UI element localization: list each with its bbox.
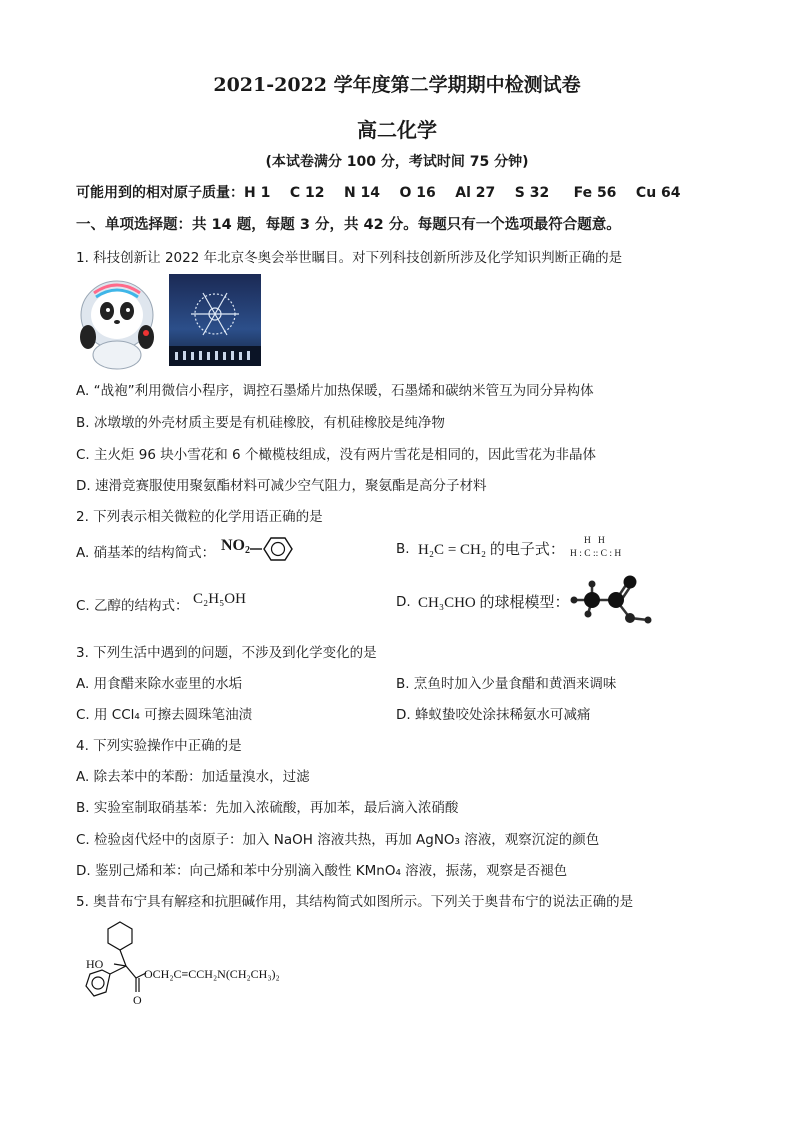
q2-option-a-label: A. 硝基苯的结构简式： xyxy=(76,545,216,561)
q1-option-b: B. 冰墩墩的外壳材质主要是有机硅橡胶，有机硅橡胶是纯净物 xyxy=(76,415,445,431)
q4-option-d: D. 鉴别己烯和苯：向己烯和苯中分别滴入酸性 KMnO₄ 溶液，振荡，观察是否褪色 xyxy=(76,863,568,879)
atomic-masses: 可能用到的相对原子质量：H 1 C 12 N 14 O 16 Al 27 S 32 Fe 56 Cu 64 xyxy=(76,185,681,201)
snowflake-torch-image xyxy=(169,274,261,366)
q3-option-d: D. 蜂蚁蛰咬处涂抹稀氨水可减痛 xyxy=(396,707,591,723)
q4-stem: 4. 下列实验操作中正确的是 xyxy=(76,738,242,754)
section-heading: 一、单项选择题：共 14 题，每题 3 分，共 42 分。每题只有一个选项最符合题意。 xyxy=(76,217,621,233)
q2-option-b-dots-top: H H xyxy=(584,536,605,546)
bing-dwen-dwen-image xyxy=(72,275,162,370)
q4-option-a: A. 除去苯中的苯酚：加适量溴水，过滤 xyxy=(76,769,310,785)
q5-stem: 5. 奥昔布宁具有解痉和抗胆碱作用，其结构简式如图所示。下列关于奥昔布宁的说法正确的是 xyxy=(76,894,634,910)
q3-option-a: A. 用食醋来除水壶里的水垢 xyxy=(76,676,243,692)
ball-and-stick-model-image xyxy=(566,574,654,628)
q2-option-d-label: D. xyxy=(396,594,411,610)
q4-option-c: C. 检验卤代烃中的卤原子：加入 NaOH 溶液共热，再加 AgNO₃ 溶液，观察沉淀的颜色 xyxy=(76,832,600,848)
q2-option-d-formula: CH₃CHO 的球棍模型： xyxy=(418,595,570,611)
q3-stem: 3. 下列生活中遇到的问题，不涉及到化学变化的是 xyxy=(76,645,377,661)
q5-o-label: O xyxy=(133,993,142,1007)
exam-title: 2021-2022 学年度第二学期期中检测试卷 xyxy=(213,74,581,96)
q2-option-c-label: C. 乙醇的结构式： xyxy=(76,598,189,614)
q2-option-b-dots-bottom: H : C :: C : H xyxy=(570,549,622,559)
oxybutynin-structure-image xyxy=(74,918,334,1010)
exam-subject: 高二化学 xyxy=(357,118,437,142)
q2-option-b-formula: H₂C = CH₂ 的电子式： xyxy=(418,542,565,558)
q1-option-c: C. 主火炬 96 块小雪花和 6 个橄榄枝组成，没有两片雪花是相同的，因此雪花为非晶体 xyxy=(76,447,596,463)
q5-ho-label: HO xyxy=(86,957,104,971)
q5-chain-label: OCH₂C≡CCH₂N(CH₂CH₃)₂ xyxy=(144,967,280,981)
q4-option-b: B. 实验室制取硝基苯：先加入浓硫酸，再加苯，最后滴入浓硝酸 xyxy=(76,800,459,816)
q2-option-b-label: B. xyxy=(396,541,410,557)
q2-option-a-formula: $NO_2$ xyxy=(221,537,250,556)
exam-note: (本试卷满分 100 分，考试时间 75 分钟) xyxy=(265,154,529,170)
q1-stem: 1. 科技创新让 2022 年北京冬奥会举世瞩目。对下列科技创新所涉及化学知识判断正确的是 xyxy=(76,250,623,266)
q2-stem: 2. 下列表示相关微粒的化学用语正确的是 xyxy=(76,509,323,525)
benzene-ring-icon xyxy=(250,536,296,562)
q1-option-a: A. “战袍”利用微信小程序，调控石墨烯片加热保暖，石墨烯和碳纳米管互为同分异构体 xyxy=(76,383,594,399)
q2-option-c-formula: C₂H₅OH xyxy=(193,591,246,607)
q1-option-d: D. 速滑竞赛服使用聚氨酯材料可减少空气阻力，聚氨酯是高分子材料 xyxy=(76,478,487,494)
q3-option-c: C. 用 CCl₄ 可擦去圆珠笔油渍 xyxy=(76,707,253,723)
q3-option-b: B. 烹鱼时加入少量食醋和黄酒来调味 xyxy=(396,676,617,692)
